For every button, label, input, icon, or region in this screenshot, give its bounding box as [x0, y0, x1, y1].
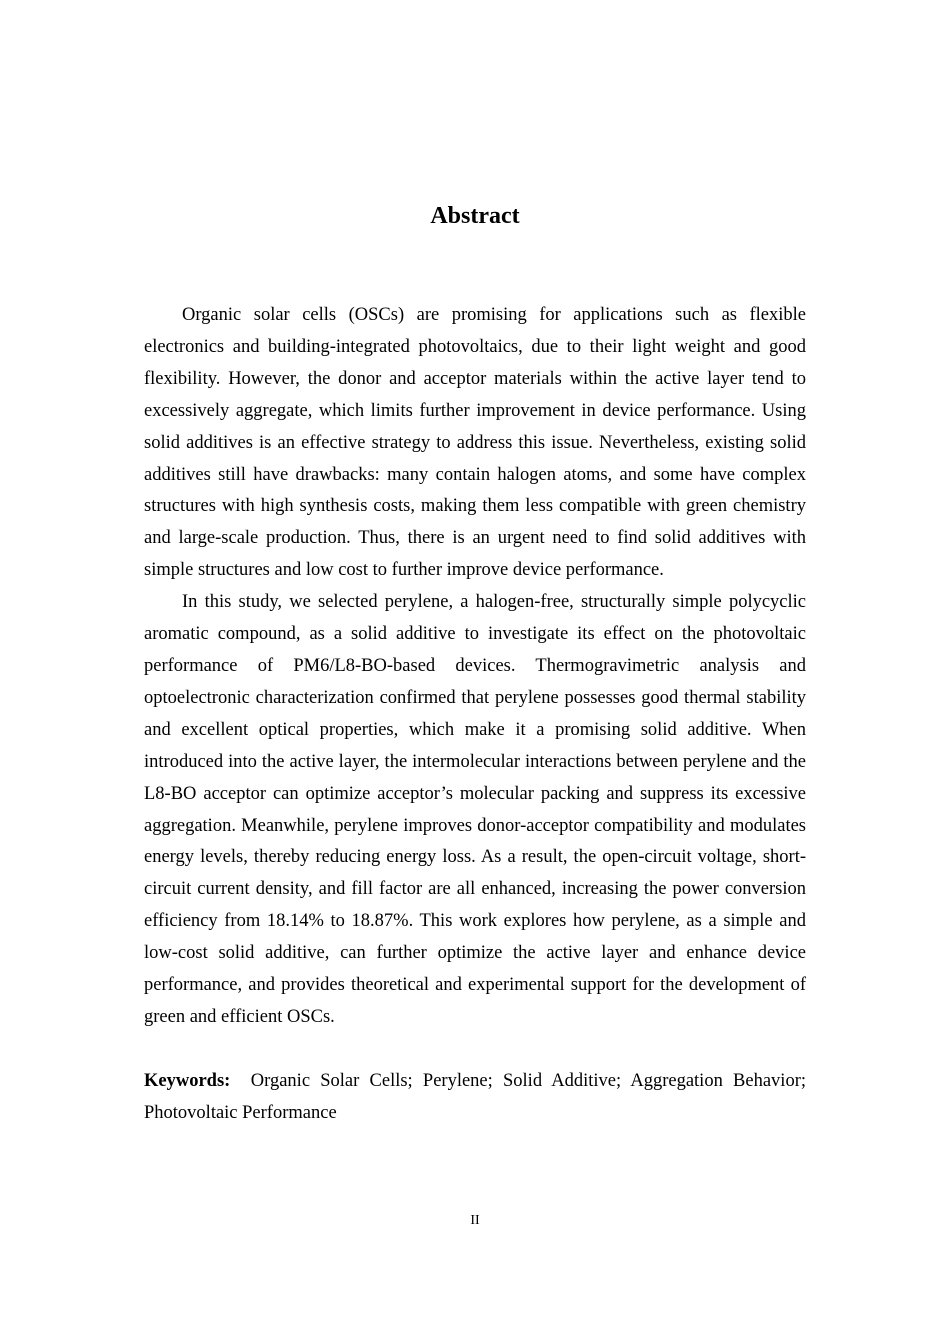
keywords-label: Keywords: — [144, 1071, 231, 1091]
keywords-line — [144, 1066, 806, 1130]
keywords-text: Organic Solar Cells; Perylene; Solid Additive; Aggregation Behavior; Photovoltaic Performance — [144, 1071, 807, 1123]
page-title: Abstract — [430, 203, 520, 229]
abstract-paragraph-2: In this study, we selected perylene, a halogen-free, structurally simple polycyclic aromatic compound, as a solid additive to investigate its effect on the photovoltaic performance of PM6/L8-BO-based devices. Thermogravimetric analysis and optoelectronic characterization confirmed that perylene possesses good thermal stability and excellent optical properties, which make it a promising solid additive. When introduced into the active layer, the intermolecular interactions between perylene and the L8-BO acceptor can optimize acceptor’s molecular packing and suppress its excessive aggregation. Meanwhile, perylene improves donor-acceptor compatibility and modulates energy levels, thereby reducing energy loss. As a result, the open-circuit voltage, short-circuit current density, and fill factor are all enhanced, increasing the power conversion efficiency from 18.14% to 18.87%. This work explores how perylene, as a simple and low-cost solid additive, can further optimize the active layer and enhance device performance, and provides theoretical and experimental support for the development of green and efficient OSCs. — [144, 592, 806, 1027]
abstract-paragraph-1: Organic solar cells (OSCs) are promising for applications such as flexible electronics and building-integrated photovoltaics, due to their light weight and good flexibility. However, the donor and acceptor materials within the active layer tend to excessively aggregate, which limits further improvement in device performance. Using solid additives is an effective strategy to address this issue. Nevertheless, existing solid additives still have drawbacks: many contain halogen atoms, and some have complex structures with high synthesis costs, making them less compatible with green chemistry and large-scale production. Thus, there is an urgent need to find solid additives with simple structures and low cost to further improve device performance. — [144, 305, 806, 581]
abstract-body — [144, 300, 806, 1034]
page-number: II — [470, 1213, 480, 1228]
